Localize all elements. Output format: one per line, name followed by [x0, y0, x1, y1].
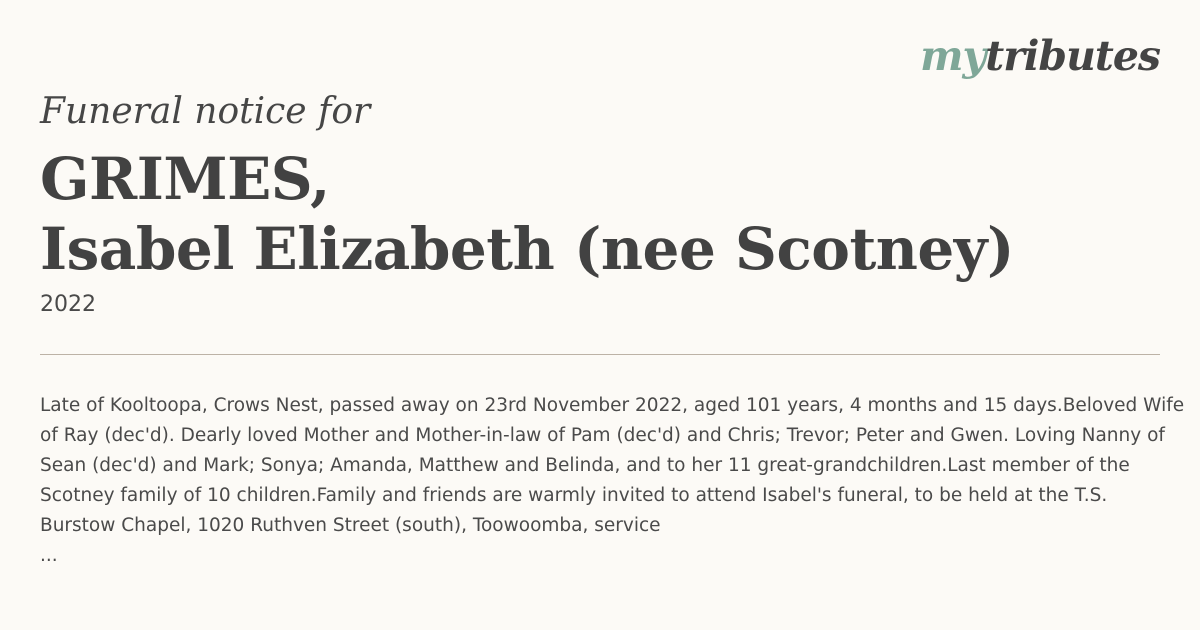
notice-excerpt: Late of Kooltoopa, Crows Nest, passed away on 23rd November 2022, aged 101 years, 4 months and 15 days.Beloved Wife of Ray (dec'd). Dearly loved Mother and Mother-in-law of Pam (dec'd) and Chris; Trevor; Peter and Gwen. Loving Nanny of Sean (dec'd) and Mark; Sonya; Amanda, Matthew and Belinda, and to her 11 great-grandchildren.Last member of the Scotney family of 10 children.Family and friends are warmly invited to attend Isabel's funeral, to be held at the T.S. Burstow Chapel, 1020 Ruthven Street (south), Toowoomba, service [40, 395, 1185, 536]
deceased-surname: GRIMES, [40, 145, 330, 213]
notice-kicker: Funeral notice for [40, 91, 371, 132]
notice-year: 2022 [40, 292, 96, 317]
logo-tributes: tributes [985, 32, 1160, 80]
divider [40, 354, 1160, 355]
mytributes-logo[interactable] [920, 32, 1160, 80]
deceased-given-names: Isabel Elizabeth (nee Scotney) [40, 215, 1014, 283]
deceased-name [40, 144, 1014, 284]
excerpt-ellipsis: ... [40, 545, 58, 566]
logo-my: my [920, 32, 986, 80]
